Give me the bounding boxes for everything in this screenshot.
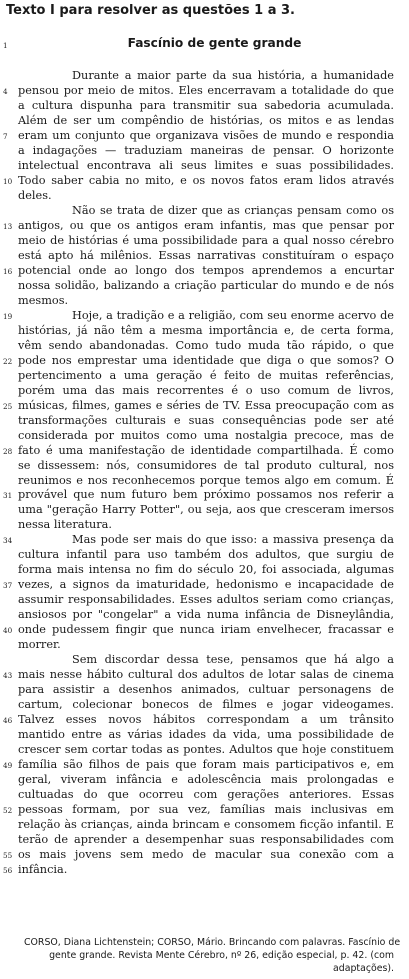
line-text: cultuadas do que ocorreu com gerações anteriores. Essas <box>18 788 394 801</box>
line-text: família são filhos de pais que foram mais participativos e, em <box>18 758 394 772</box>
text-line <box>0 517 409 532</box>
line-text: nossa solidão, balizando a criação particular do mundo e de nós <box>18 278 394 292</box>
line-text: cartum, colecionar bonecos de filmes e jogar videogames. <box>18 698 394 712</box>
line-text: mais nesse hábito cultural dos adultos de lotar salas de cinema <box>18 668 394 682</box>
text-line <box>0 727 409 742</box>
line-text: assumir responsabilidades. Esses adultos seriam como crianças, <box>18 593 394 607</box>
line-text: pertencimento a uma geração é feito de muitas referências, <box>18 368 394 382</box>
line-text: fato é uma manifestação de identidade compartilhada. É como <box>18 443 394 457</box>
line-text: terão de aprender a desempenhar suas responsabilidades com <box>18 833 394 846</box>
line-number: 49 <box>3 761 13 771</box>
line-number: 46 <box>3 716 13 726</box>
line-text: a cultura dispunha para transmitir sua sabedoria acumulada. <box>18 99 394 112</box>
line-text: potencial onde ao longo dos tempos aprendemos a encurtar <box>18 263 394 277</box>
text-line <box>0 128 409 143</box>
line-text: Hoje, a tradição e a religião, com seu enorme acervo de <box>72 308 394 322</box>
line-text: onde pudessem fingir que nunca iriam envelhecer, fracassar e <box>18 623 394 637</box>
text-line <box>0 502 409 517</box>
credit-line-1: CORSO, Diana Lichtenstein; CORSO, Mário. Brincando com palavras. Fascínio de <box>24 937 401 948</box>
line-number: 56 <box>3 865 13 875</box>
text-line <box>0 188 409 203</box>
line-text: nessa literatura. <box>18 518 113 532</box>
text-line <box>0 607 409 622</box>
line-text: geral, viveram infância e adolescência mais prolongadas e <box>18 773 394 787</box>
text-line <box>0 113 409 128</box>
line-number: 28 <box>3 446 13 456</box>
text-line <box>0 532 409 547</box>
line-text: deles. <box>18 188 52 202</box>
line-text: a indagações — traduziam maneiras de pensar. O horizonte <box>18 143 394 157</box>
line-text: uma "geração Harry Potter", ou seja, aos que cresceram imersos <box>18 503 394 517</box>
text-line <box>0 772 409 787</box>
line-text: os mais jovens sem medo de macular sua conexão com a <box>18 848 394 861</box>
line-number: 55 <box>3 851 13 860</box>
line-number: 10 <box>3 176 13 186</box>
line-number: 1 <box>3 41 8 50</box>
line-text: considerada por muitos como uma nostalgia precoce, mas de <box>18 428 394 442</box>
section-heading: Texto I para resolver as questões 1 a 3. <box>6 3 295 18</box>
text-line <box>0 757 409 772</box>
text-line <box>0 562 409 577</box>
line-number: 4 <box>3 87 8 96</box>
text-line <box>0 787 409 802</box>
text-line <box>0 802 409 817</box>
text-line <box>0 622 409 637</box>
line-text: Todo saber cabia no mito, e os novos fatos eram lidos através <box>18 173 394 187</box>
line-text: intelectual encontrava ali seus limites e suas possibilidades. <box>18 158 394 172</box>
text-line <box>0 83 409 98</box>
line-text: músicas, filmes, games e séries de TV. Essa preocupação com as <box>18 398 394 412</box>
line-text: pessoas formam, por sua vez, famílias mais inclusivas em <box>18 803 394 816</box>
line-number: 16 <box>3 266 13 276</box>
text-line <box>0 203 409 218</box>
line-text: crescer sem cortar todas as pontes. Adultos que hoje constituem <box>18 743 394 757</box>
line-number: 43 <box>3 671 13 681</box>
line-text: pode nos emprestar uma identidade que diga o que somos? O <box>18 353 394 367</box>
line-number: 52 <box>3 806 13 815</box>
text-line <box>0 263 409 278</box>
line-number: 37 <box>3 581 13 591</box>
line-text: se dissessem: nós, consumidores de tal produto cultural, nos <box>18 458 394 472</box>
title-row <box>0 36 409 52</box>
line-number: 22 <box>3 356 13 366</box>
text-line <box>0 233 409 248</box>
text-line <box>0 68 409 83</box>
text-line <box>0 547 409 562</box>
article-title: Fascínio de gente grande <box>127 36 302 50</box>
text-line <box>0 323 409 338</box>
text-line <box>0 158 409 173</box>
line-text: está apto há milênios. Essas narrativas constituíram o espaço <box>18 248 394 262</box>
text-line <box>0 398 409 413</box>
line-number: 34 <box>3 536 13 546</box>
line-text: ansiosos por "congelar" a vida numa infância de Disneylândia, <box>18 608 394 622</box>
line-text: eram um conjunto que organizava visões de mundo e respondia <box>18 128 394 142</box>
line-text: para assistir a desenhos animados, cultuar personagens de <box>18 683 394 697</box>
text-line <box>0 473 409 488</box>
line-number: 7 <box>3 131 8 141</box>
line-text: vêm sendo abandonadas. Como tudo muda tão rápido, o que <box>18 338 394 352</box>
text-line <box>0 577 409 592</box>
line-text: reunimos e nos reconhecemos porque temos algo em comum. É <box>18 473 394 487</box>
line-number: 25 <box>3 401 13 411</box>
line-text: relação às crianças, ainda brincam e consomem ficção infantil. E <box>18 818 394 831</box>
line-text: pensou por meio de mitos. Eles encerravam a totalidade do que <box>18 84 394 97</box>
line-text: provável que num futuro bem próximo possamos nos referir a <box>18 488 394 502</box>
line-number: 31 <box>3 491 13 501</box>
line-text: mesmos. <box>18 293 69 307</box>
line-text: Talvez esses novos hábitos correspondam a um trânsito <box>18 713 394 727</box>
text-line <box>0 712 409 727</box>
text-line <box>0 278 409 293</box>
text-line <box>0 338 409 353</box>
text-line <box>0 443 409 458</box>
text-line <box>0 862 409 877</box>
line-number: 19 <box>3 311 13 321</box>
text-line <box>0 383 409 398</box>
text-line <box>0 697 409 712</box>
text-line <box>0 592 409 607</box>
text-line <box>0 428 409 443</box>
line-number: 13 <box>3 221 13 231</box>
line-text: porém uma das mais recorrentes é o uso comum de livros, <box>18 383 394 397</box>
line-text: histórias, já não têm a mesma importância e, de certa forma, <box>18 323 394 337</box>
line-text: forma mais intensa no fim do século 20, foi associada, algumas <box>18 563 394 577</box>
text-line <box>0 847 409 862</box>
line-text: meio de histórias é uma possibilidade para a qual nosso cérebro <box>18 233 394 247</box>
text-line <box>0 248 409 263</box>
line-text: mantido entre as várias idades da vida, uma possibilidade de <box>18 728 394 742</box>
text-line <box>0 667 409 682</box>
text-line <box>0 173 409 188</box>
text-line <box>0 308 409 323</box>
line-text: cultura infantil para uso também dos adultos, que surgiu de <box>18 548 394 562</box>
text-line <box>0 682 409 697</box>
text-line <box>0 487 409 502</box>
text-line <box>0 143 409 158</box>
text-line <box>0 832 409 847</box>
text-line <box>0 458 409 473</box>
credit-line-2: gente grande. Revista Mente Cérebro, nº 26, edição especial, p. 42. (com <box>49 950 394 961</box>
text-line <box>0 817 409 832</box>
text-line <box>0 637 409 652</box>
text-line <box>0 742 409 757</box>
line-text: Mas pode ser mais do que isso: a massiva presença da <box>72 533 394 547</box>
line-text: morrer. <box>18 638 61 652</box>
text-line <box>0 98 409 113</box>
text-line <box>0 293 409 308</box>
credit-line-3: adaptações). <box>333 963 394 974</box>
text-line <box>0 368 409 383</box>
line-text: Durante a maior parte da sua história, a humanidade <box>72 69 394 82</box>
line-text: infância. <box>18 862 68 876</box>
text-line <box>0 413 409 428</box>
line-text: antigos, ou que os antigos eram infantis, mas que pensar por <box>18 218 394 232</box>
line-text: transformações culturais e suas consequências pode ser até <box>18 413 394 427</box>
line-text: Sem discordar dessa tese, pensamos que há algo a <box>72 653 394 667</box>
line-number: 40 <box>3 626 13 636</box>
line-text: Além de ser um compêndio de histórias, os mitos e as lendas <box>18 113 394 127</box>
line-text: Não se trata de dizer que as crianças pensam como os <box>72 203 394 217</box>
line-text: vezes, a signos da imaturidade, hedonismo e incapacidade de <box>18 578 394 592</box>
text-line <box>0 218 409 233</box>
text-line <box>0 652 409 667</box>
text-line <box>0 353 409 368</box>
